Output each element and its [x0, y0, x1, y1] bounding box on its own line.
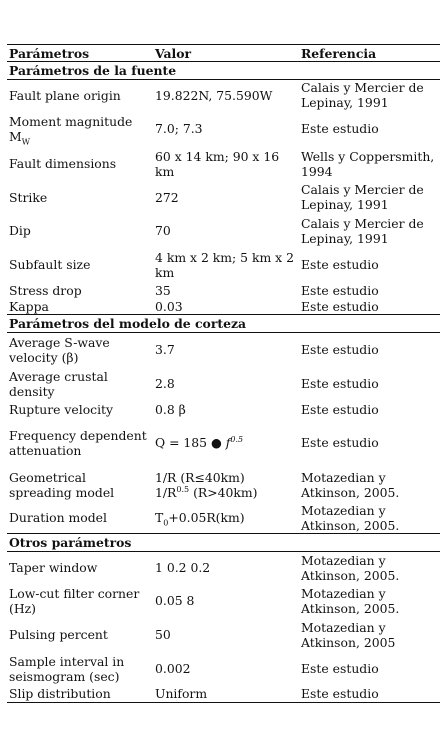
param-cell: Average S-wave velocity (β) [9, 334, 110, 365]
value-superscript: 0.5 [230, 434, 244, 444]
parameters-document [7, 44, 440, 703]
table-row [7, 467, 440, 503]
value-line-2 [155, 485, 298, 500]
table-row [7, 147, 440, 181]
value-cell: 3.7 [155, 342, 175, 358]
table-row [7, 401, 440, 419]
reference-cell: Motazedian y Atkinson, 2005. [301, 502, 400, 533]
param-cell: Subfault size [9, 257, 91, 272]
section-title-source: Parámetros de la fuente [7, 62, 440, 80]
value-cell: 60 x 14 km; 90 x 16 km [155, 148, 280, 179]
reference-cell: Este estudio [301, 282, 379, 298]
value-cell: 1 0.2 0.2 [155, 560, 211, 576]
value-cell: 2.8 [155, 376, 175, 391]
value-cell: 7.0; 7.3 [155, 121, 203, 136]
header-reference: Referencia [299, 45, 440, 62]
reference-cell: Wells y Coppersmith, 1994 [301, 148, 435, 179]
table-row [7, 652, 440, 686]
section-row-crust [7, 315, 440, 333]
param-cell: Frequency dependent attenuation [9, 427, 147, 458]
section-title-other: Otros parámetros [7, 534, 440, 552]
value-text: 1/R [155, 484, 177, 500]
value-cell: 35 [155, 282, 171, 298]
section-title-crust: Parámetros del modelo de corteza [7, 315, 440, 333]
table-row [7, 111, 440, 147]
reference-cell: Este estudio [301, 435, 379, 450]
param-cell: Low-cut filter corner (Hz) [9, 585, 140, 616]
value-cell [153, 467, 299, 503]
table-row [7, 419, 440, 467]
reference-cell: Motazedian y Atkinson, 2005 [301, 619, 396, 650]
reference-cell: Motazedian y Atkinson, 2005. [301, 469, 400, 500]
reference-cell: Este estudio [301, 376, 379, 391]
reference-cell: Calais y Mercier de Lepinay, 1991 [301, 80, 424, 111]
table-row [7, 181, 440, 214]
reference-cell: Motazedian y Atkinson, 2005. [301, 552, 400, 583]
param-cell: Stress drop [9, 282, 82, 298]
value-cell [153, 419, 299, 467]
reference-cell: Este estudio [301, 121, 379, 136]
reference-cell: Este estudio [299, 686, 440, 703]
section-row-source [7, 62, 440, 80]
param-cell: Kappa [9, 298, 49, 314]
value-subscript: 0 [163, 518, 169, 528]
reference-cell: Este estudio [301, 402, 379, 417]
param-cell: Geometrical spreading model [9, 469, 115, 500]
value-cell: 0.002 [155, 661, 191, 676]
reference-cell: Este estudio [301, 342, 379, 358]
value-cell: 19.822N, 75.590W [155, 87, 273, 103]
table-row [7, 584, 440, 618]
param-cell: Strike [9, 189, 48, 205]
table-row [7, 80, 440, 111]
value-cell: 0.03 [155, 298, 183, 314]
param-cell: Pulsing percent [9, 627, 108, 642]
section-row-other [7, 534, 440, 552]
param-cell: Fault plane origin [9, 87, 121, 103]
value-text: T [155, 510, 164, 526]
value-f: f [225, 435, 231, 450]
value-cell: 70 [155, 223, 171, 238]
table-row [7, 503, 440, 534]
param-cell: Duration model [9, 510, 107, 526]
param-cell: Fault dimensions [9, 156, 117, 171]
value-line-1: 1/R (R≤40km) [155, 469, 245, 485]
value-text: (R>40km) [189, 484, 258, 500]
value-cell: 0.05 8 [155, 593, 195, 608]
value-cell: 272 [155, 189, 179, 205]
param-cell: Taper window [9, 560, 98, 576]
table-row [7, 299, 440, 315]
table-row [7, 282, 440, 299]
table-row [7, 686, 440, 703]
table-row [7, 333, 440, 367]
param-cell: Average crustal density [9, 368, 108, 399]
value-superscript: 0.5 [176, 484, 190, 494]
value-cell: Uniform [153, 686, 299, 703]
reference-cell: Este estudio [301, 257, 379, 272]
table-row [7, 618, 440, 652]
param-cell: Dip [9, 223, 31, 238]
value-text: +0.05R(km) [168, 510, 245, 526]
param-cell: Sample interval in seismogram (sec) [9, 653, 125, 684]
header-value: Valor [153, 45, 299, 62]
header-row [7, 45, 440, 62]
table-row [7, 214, 440, 248]
param-subscript: W [21, 136, 30, 146]
reference-cell: Calais y Mercier de Lepinay, 1991 [301, 215, 424, 246]
reference-cell: Este estudio [301, 298, 379, 314]
param-cell [7, 111, 153, 147]
reference-cell: Motazedian y Atkinson, 2005. [301, 585, 400, 616]
param-cell: Rupture velocity [9, 402, 114, 417]
header-param: Parámetros [7, 45, 153, 62]
reference-cell: Calais y Mercier de Lepinay, 1991 [301, 182, 424, 212]
value-cell: 0.8 β [155, 402, 186, 417]
table-row [7, 552, 440, 584]
table-row [7, 367, 440, 401]
value-cell [153, 503, 299, 534]
param-cell: Slip distribution [7, 686, 153, 703]
reference-cell: Este estudio [301, 661, 379, 676]
param-text: Moment magnitude M [9, 113, 133, 144]
parameters-table [7, 44, 440, 703]
table-row [7, 248, 440, 282]
value-cell: 50 [155, 627, 171, 642]
value-text: Q = 185 ● [155, 435, 226, 450]
value-cell: 4 km x 2 km; 5 km x 2 km [155, 249, 294, 280]
